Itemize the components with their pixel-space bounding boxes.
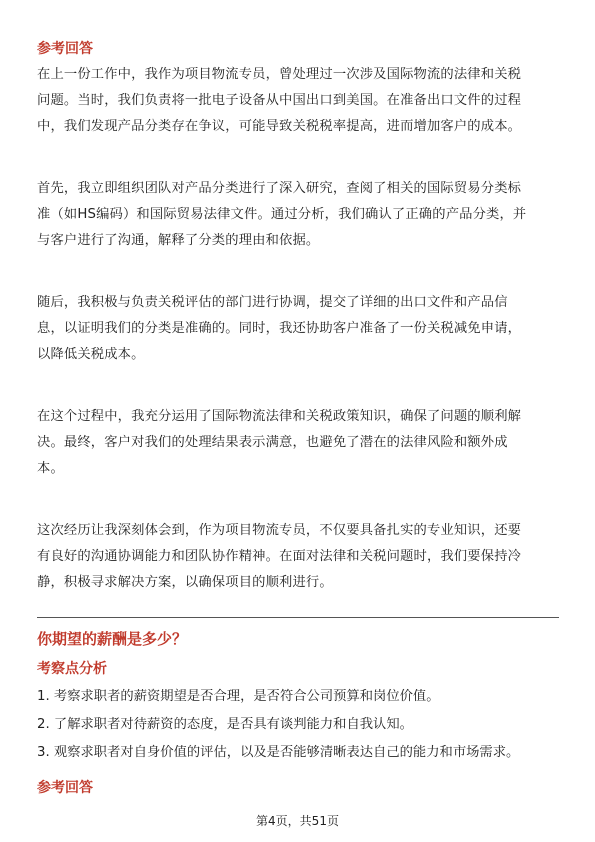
paragraph-line: 首先，我立即组织团队对产品分类进行了深入研究，查阅了相关的国际贸易分类标 — [37, 181, 522, 196]
answer-heading-2: 参考回答 — [37, 780, 93, 796]
paragraph-line: 以降低关税成本。 — [37, 347, 145, 362]
paragraph-line: 在这个过程中，我充分运用了国际物流法律和关税政策知识，确保了问题的顺利解 — [37, 409, 522, 424]
list-item: 1. 考察求职者的薪资期望是否合理，是否符合公司预算和岗位价值。 — [37, 689, 440, 704]
analysis-heading: 考察点分析 — [37, 661, 107, 677]
paragraph-4 — [37, 404, 559, 482]
analysis-list — [37, 683, 559, 767]
paragraph-line: 静，积极寻求解决方案，以确保项目的顺利进行。 — [37, 575, 333, 590]
paragraph-1 — [37, 62, 559, 140]
list-item: 3. 观察求职者对自身价值的评估，以及是否能够清晰表达自己的能力和市场需求。 — [37, 745, 520, 760]
paragraph-line: 准（如HS编码）和国际贸易法律文件。通过分析，我们确认了正确的产品分类，并 — [37, 207, 527, 222]
answer-heading: 参考回答 — [37, 41, 93, 57]
paragraph-line: 决。最终，客户对我们的处理结果表示满意，也避免了潜在的法律风险和额外成 — [37, 435, 508, 450]
paragraph-line: 随后，我积极与负责关税评估的部门进行协调，提交了详细的出口文件和产品信 — [37, 295, 508, 310]
paragraph-line: 本。 — [37, 461, 64, 476]
paragraph-line: 与客户进行了沟通，解释了分类的理由和依据。 — [37, 233, 320, 248]
list-item: 2. 了解求职者对待薪资的态度，是否具有谈判能力和自我认知。 — [37, 717, 413, 732]
paragraph-line: 在上一份工作中，我作为项目物流专员，曾处理过一次涉及国际物流的法律和关税 — [37, 67, 522, 82]
section-divider — [37, 617, 559, 618]
question-heading: 你期望的薪酬是多少？ — [37, 630, 188, 648]
paragraph-line: 息，以证明我们的分类是准确的。同时，我还协助客户准备了一份关税减免申请， — [37, 321, 522, 336]
paragraph-line: 问题。当时，我们负责将一批电子设备从中国出口到美国。在准备出口文件的过程 — [37, 93, 522, 108]
paragraph-3 — [37, 290, 559, 368]
paragraph-2 — [37, 176, 559, 254]
page-number: 第4页，共51页 — [256, 814, 339, 828]
paragraph-line: 这次经历让我深刻体会到，作为项目物流专员，不仅要具备扎实的专业知识，还要 — [37, 523, 522, 538]
paragraph-line: 有良好的沟通协调能力和团队协作精神。在面对法律和关税问题时，我们要保持冷 — [37, 549, 522, 564]
paragraph-line: 中，我们发现产品分类存在争议，可能导致关税税率提高，进而增加客户的成本。 — [37, 119, 522, 134]
paragraph-5 — [37, 518, 559, 596]
